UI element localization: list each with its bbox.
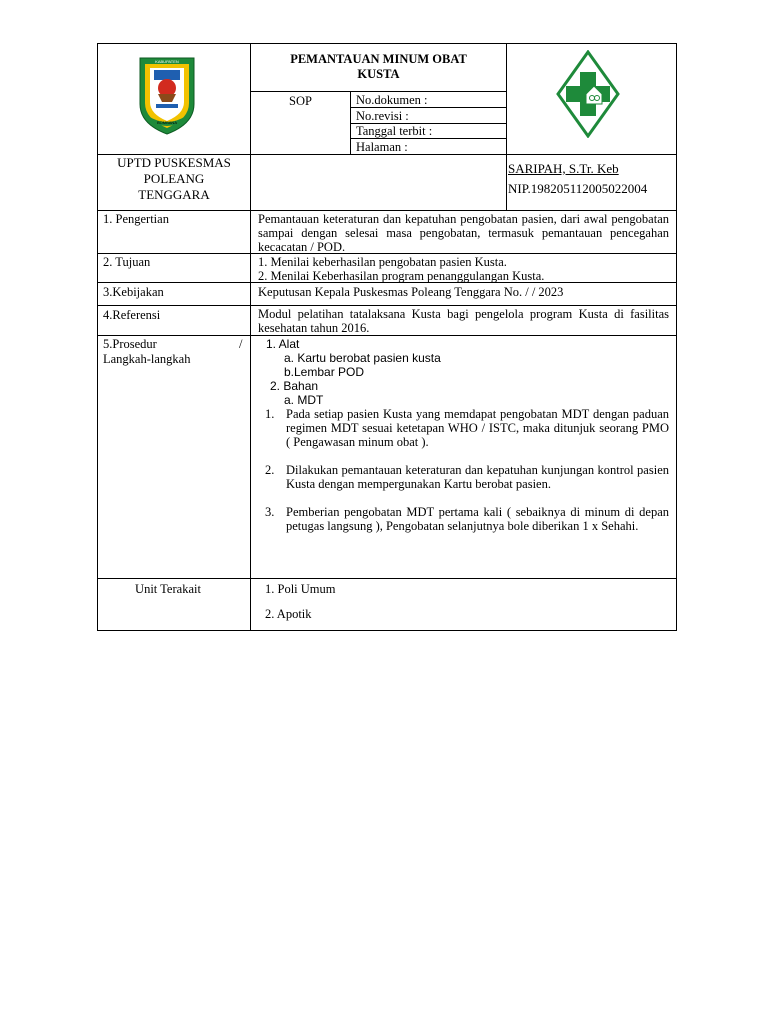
document-title-line1: PEMANTAUAN MINUM OBAT <box>290 52 467 66</box>
step-3-number: 3. <box>265 505 275 519</box>
referensi-label: 4.Referensi <box>103 308 161 322</box>
revision-field: No.revisi : <box>356 109 409 123</box>
step-1-text: Pada setiap pasien Kusta yang memdapat pengobatan MDT dengan paduan regimen MDT sesuai ketetapan WHO / ISTC, maka ditunjuk seorang PMO ( Pengawasan minum obat ). <box>286 407 669 449</box>
step-2-text: Dilakukan pemantauan keteraturan dan kepatuhan kunjungan kontrol pasien Kusta dengan mempergunakan Kartu berobat pasien. <box>286 463 669 491</box>
prosedur-label-slash: / <box>239 337 243 351</box>
puskesmas-logo <box>556 50 620 138</box>
doc-number-field: No.dokumen : <box>356 93 428 107</box>
alat-item-a: a. Kartu berobat pasien kusta <box>284 351 441 365</box>
sop-label: SOP <box>289 94 312 108</box>
publish-date-field: Tanggal terbit : <box>356 124 433 138</box>
step-1-number: 1. <box>265 407 275 421</box>
kabupaten-logo <box>136 54 198 136</box>
logo-bottom-text: BOMBANA <box>156 120 177 125</box>
page-field: Halaman : <box>356 140 408 154</box>
signer-name: SARIPAH, S.Tr. Keb <box>508 161 619 176</box>
signer-nip: NIP.198205112005022004 <box>508 181 648 196</box>
logo-top-text: KABUPATEN <box>155 59 179 64</box>
org-name-line3: TENGGARA <box>138 187 210 202</box>
kebijakan-label: 3.Kebijakan <box>103 285 164 299</box>
kebijakan-text: Keputusan Kepala Puskesmas Poleang Tenggara No. / / 2023 <box>258 285 564 299</box>
tujuan-item-1: 1. Menilai keberhasilan pengobatan pasien Kusta. <box>258 255 507 269</box>
bahan-item-a: a. MDT <box>284 393 324 407</box>
unit-item-2: 2. Apotik <box>265 607 312 621</box>
prosedur-label-line1: 5.Prosedur <box>103 337 157 351</box>
org-name-line2: POLEANG <box>143 171 205 186</box>
pengertian-label: 1. Pengertian <box>103 212 169 226</box>
org-name-line1: UPTD PUSKESMAS <box>117 155 231 170</box>
bahan-heading: 2. Bahan <box>270 379 319 393</box>
step-2-number: 2. <box>265 463 275 477</box>
referensi-text: Modul pelatihan tatalaksana Kusta bagi pengelola program Kusta di fasilitas kesehatan tahun 2016. <box>258 307 669 335</box>
tujuan-label: 2. Tujuan <box>103 255 151 269</box>
document-title-line2: KUSTA <box>357 67 400 81</box>
prosedur-label-line2: Langkah-langkah <box>103 352 191 366</box>
step-3-text: Pemberian pengobatan MDT pertama kali ( sebaiknya di minum di depan petugas langsung ), Pengobatan selanjutnya bole diberikan 1 x Sehahi. <box>286 505 669 533</box>
tujuan-item-2: 2. Menilai Keberhasilan program penanggulangan Kusta. <box>258 269 545 283</box>
unit-label: Unit Terakait <box>135 582 201 596</box>
unit-item-1: 1. Poli Umum <box>265 582 336 596</box>
pengertian-text: Pemantauan keteraturan dan kepatuhan pengobatan pasien, dari awal pengobatan sampai dengan selesai masa pengobatan, termasuk pemantauan pencegahan kecacatan / POD. <box>258 212 669 254</box>
alat-heading: 1. Alat <box>266 337 300 351</box>
alat-item-b: b.Lembar POD <box>284 365 365 379</box>
